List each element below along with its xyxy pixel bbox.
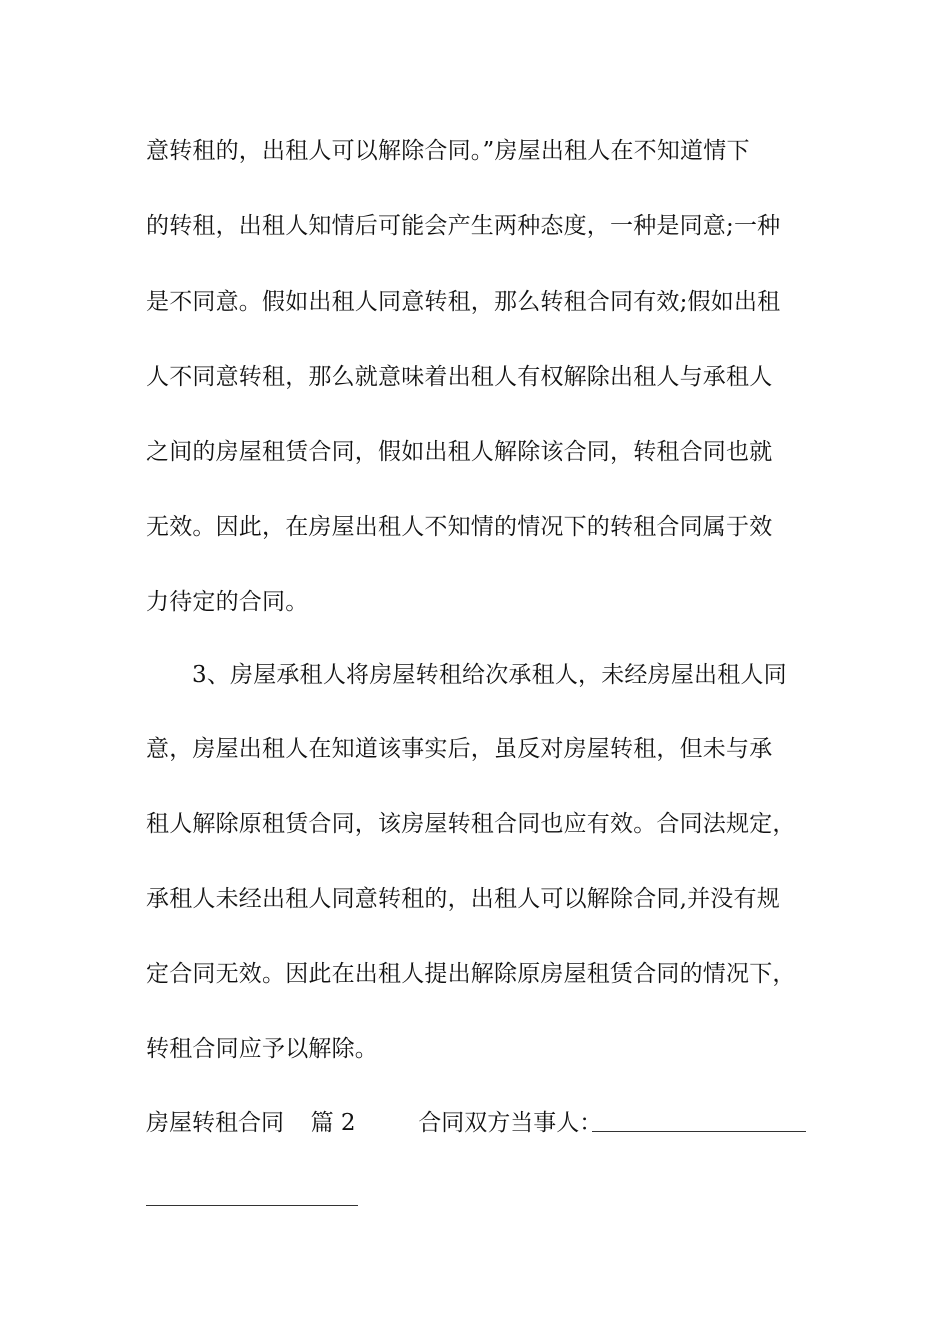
- paragraph-line: 意转租的，出租人可以解除合同。”房屋出租人在不知道情下: [146, 138, 750, 164]
- paragraph-line: 是不同意。假如出租人同意转租，那么转租合同有效;假如出租: [146, 289, 781, 315]
- paragraph-line: 承租人未经出租人同意转租的，出租人可以解除合同,并没有规: [146, 886, 780, 912]
- paragraph-line: 的转租，出租人知情后可能会产生两种态度，一种是同意;一种: [146, 213, 781, 239]
- paragraph-line: 3、房屋承租人将房屋转租给次承租人，未经房屋出租人同: [192, 662, 787, 688]
- party-blank-line: [592, 1131, 806, 1132]
- parties-label: 合同双方当事人：: [418, 1110, 603, 1136]
- section-title: 房屋转租合同: [146, 1110, 284, 1136]
- section-heading: [146, 1108, 602, 1138]
- paragraph-line: 之间的房屋租赁合同，假如出租人解除该合同，转租合同也就: [146, 439, 773, 465]
- paragraph-line: 转租合同应予以解除。: [146, 1036, 378, 1062]
- party-blank-line: [146, 1205, 358, 1206]
- paragraph-line: 意，房屋出租人在知道该事实后，虽反对房屋转租，但未与承: [146, 736, 773, 762]
- paragraph-line: 人不同意转租，那么就意味着出租人有权解除出租人与承租人: [146, 364, 773, 390]
- paragraph-line: 定合同无效。因此在出租人提出解除原房屋租赁合同的情况下，: [146, 961, 796, 987]
- paragraph-line: 无效。因此，在房屋出租人不知情的情况下的转租合同属于效: [146, 514, 773, 540]
- paragraph-line: 力待定的合同。: [146, 589, 309, 615]
- paragraph-line: 租人解除原租赁合同，该房屋转租合同也应有效。合同法规定，: [146, 811, 796, 837]
- section-number: 篇 2: [310, 1110, 356, 1136]
